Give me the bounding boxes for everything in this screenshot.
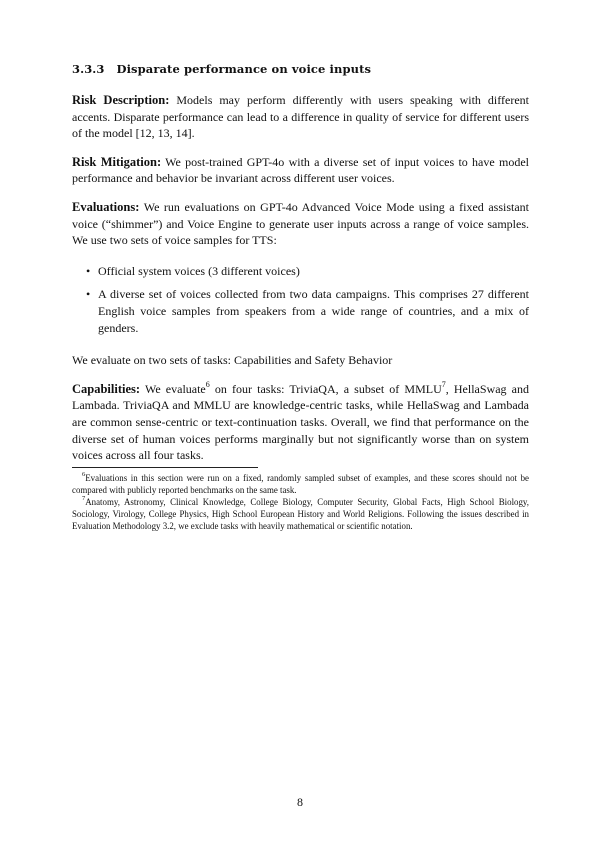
evaluations-paragraph bbox=[72, 199, 529, 249]
list-item-text: Official system voices (3 different voices) bbox=[98, 263, 300, 278]
page-body bbox=[72, 62, 529, 532]
risk-mitigation-text: We post-trained GPT-4o with a diverse set of input voices to have model performance and behavior be invariant across different user voices. bbox=[72, 154, 529, 186]
capabilities-text-a: We evaluate bbox=[140, 381, 206, 396]
footnote-ref-7[interactable]: 7 bbox=[441, 379, 446, 389]
footnote-6 bbox=[72, 472, 529, 496]
list-item bbox=[86, 286, 529, 336]
risk-mitigation-paragraph bbox=[72, 154, 529, 187]
evaluations-text: We run evaluations on GPT-4o Advanced Voice Mode using a fixed assistant voice (“shimmer”) and Voice Engine to generate user inputs across a range of voice samples. We use two sets of voice samples for TTS: bbox=[72, 199, 529, 248]
bullet-icon: • bbox=[86, 263, 91, 278]
list-item bbox=[86, 263, 529, 280]
tasks-paragraph: We evaluate on two sets of tasks: Capabilities and Safety Behavior bbox=[72, 353, 393, 368]
capabilities-paragraph bbox=[72, 381, 529, 464]
risk-mitigation-label: Risk Mitigation: bbox=[72, 154, 162, 169]
footnote-divider bbox=[72, 467, 258, 468]
voice-sample-list bbox=[86, 263, 529, 336]
bullet-icon: • bbox=[86, 287, 91, 302]
capabilities-label: Capabilities: bbox=[72, 381, 141, 396]
list-item-text: A diverse set of voices collected from two data campaigns. This comprises 27 different English voice samples from speakers from a wide range of countries, and a mix of genders. bbox=[98, 287, 529, 335]
risk-description-label: Risk Description: bbox=[72, 93, 170, 107]
footnote-mark: 6 bbox=[82, 470, 86, 478]
capabilities-text-b: on four tasks: TriviaQA, a subset of MMLU bbox=[209, 381, 442, 396]
section-number: 3.3.3 bbox=[72, 62, 105, 76]
risk-description-text: Models may perform differently with users speaking with different accents. Disparate performance can lead to a difference in quality of service for different users of the model [12, 13, 14]. bbox=[72, 93, 530, 141]
footnote-7 bbox=[72, 496, 529, 532]
risk-description-paragraph bbox=[72, 92, 529, 142]
footnotes bbox=[72, 472, 529, 532]
evaluations-label: Evaluations: bbox=[72, 199, 140, 214]
section-heading bbox=[72, 62, 529, 76]
footnote-ref-6[interactable]: 6 bbox=[205, 379, 210, 389]
footnote-text: Anatomy, Astronomy, Clinical Knowledge, College Biology, Computer Security, Global Facts, High School Biology, Sociology, Virology, College Physics, High School European History and World Religions. Following the issues described in Evaluation Methodology 3.2, we exclude tasks with heavily mathematical or scientific notation. bbox=[72, 496, 529, 531]
page-number: 8 bbox=[297, 795, 303, 809]
capabilities-text-c: , HellaSwag and Lambada. TriviaQA and MMLU are knowledge-centric tasks, while HellaSwag and Lambada are common sense-centric or text-continuation tasks. Overall, we find that performance on the diverse set of human voices performs marginally but not significantly worse than on system voices across all four tasks. bbox=[72, 381, 529, 463]
footnote-mark: 7 bbox=[82, 494, 86, 502]
section-title: Disparate performance on voice inputs bbox=[116, 62, 372, 76]
footnote-text: Evaluations in this section were run on a fixed, randomly sampled subset of examples, and these scores should not be compared with publicly reported benchmarks on the same task. bbox=[72, 472, 529, 495]
